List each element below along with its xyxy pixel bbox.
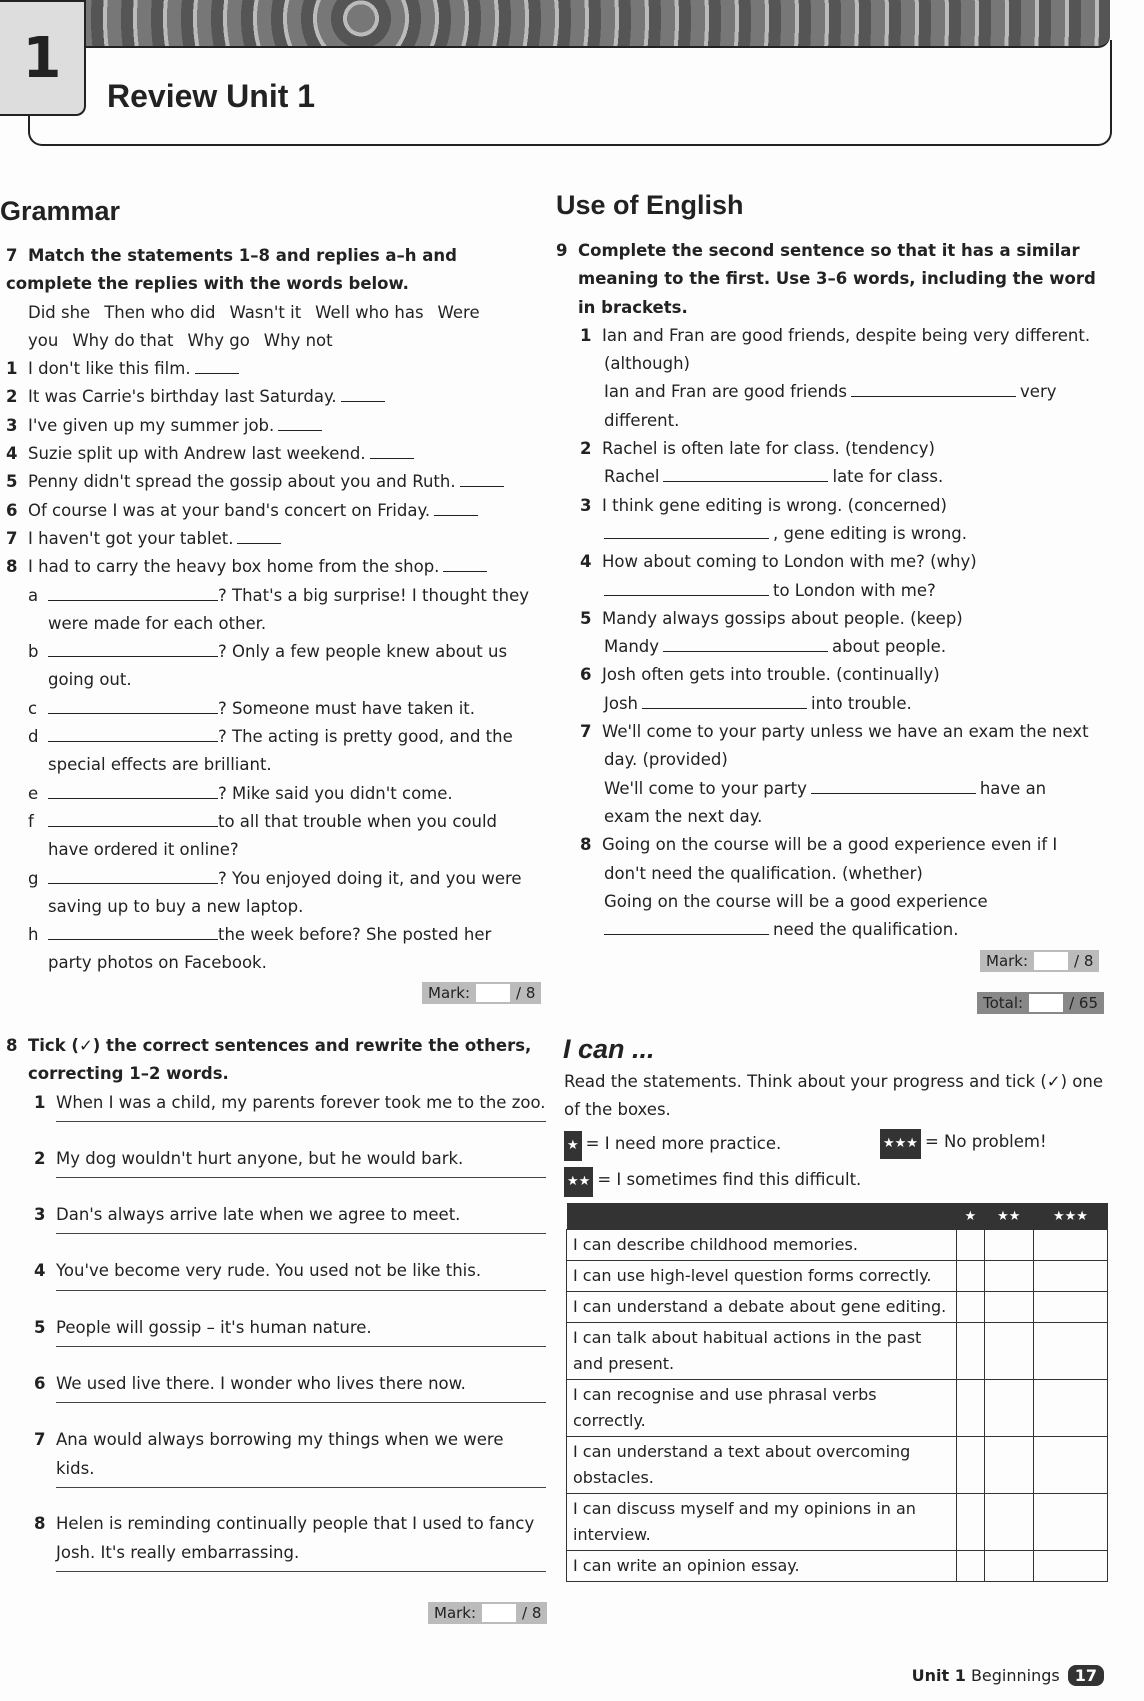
item-number: 6 xyxy=(34,1374,46,1394)
tick-box-three-star[interactable] xyxy=(1033,1437,1107,1494)
transformation-item xyxy=(556,718,1096,831)
tick-box-one-star[interactable] xyxy=(957,1230,985,1261)
item-number: 6 xyxy=(6,500,18,520)
tick-box-one-star[interactable] xyxy=(957,1292,985,1323)
answer-blank[interactable] xyxy=(642,694,807,709)
reply-letter: a xyxy=(28,585,39,605)
total-input[interactable] xyxy=(1029,994,1063,1012)
tick-box-one-star[interactable] xyxy=(957,1261,985,1292)
rewrite-item xyxy=(6,1145,546,1201)
reply-letter: c xyxy=(28,698,38,718)
item-number: 2 xyxy=(580,439,592,459)
word-bank-item: Did she xyxy=(28,302,91,322)
reply-letter: g xyxy=(28,868,39,888)
i-can-row xyxy=(567,1261,1108,1292)
mark-total: / 8 xyxy=(516,984,536,1002)
mark-input[interactable] xyxy=(476,984,510,1002)
tick-box-one-star[interactable] xyxy=(957,1323,985,1380)
reply-text: ? Mike said you didn't come. xyxy=(218,783,453,803)
statement-text: Of course I was at your band's concert on Friday. xyxy=(28,500,431,520)
statement-item xyxy=(6,525,536,553)
sentence-end: need the qualification. xyxy=(773,920,959,940)
statement-text: Suzie split up with Andrew last weekend. xyxy=(28,444,366,464)
tick-box-three-star[interactable] xyxy=(1033,1494,1107,1551)
statement-item xyxy=(6,383,536,411)
word-bank-item: Then who did xyxy=(104,302,216,322)
item-number: 2 xyxy=(34,1148,46,1168)
col-one-star: ★ xyxy=(957,1203,985,1230)
mark-label: Mark: xyxy=(428,984,471,1002)
word-bank-item: Wasn't it xyxy=(229,302,302,322)
second-sentence xyxy=(604,888,1096,945)
unit-number-tab: 1 xyxy=(0,0,86,116)
tick-box-two-star[interactable] xyxy=(984,1380,1033,1437)
answer-blank[interactable] xyxy=(851,382,1016,397)
sentence-text: Dan's always arrive late when we agree to meet. xyxy=(56,1205,461,1225)
reply-blank[interactable] xyxy=(48,784,218,799)
use-of-english-heading: Use of English xyxy=(556,190,744,220)
i-can-statement: I can discuss myself and my opinions in an interview. xyxy=(567,1494,957,1551)
answer-blank[interactable] xyxy=(663,637,828,652)
word-bank-item: Why go xyxy=(187,330,250,350)
item-number: 4 xyxy=(580,552,592,572)
answer-blank[interactable] xyxy=(341,387,385,402)
second-sentence xyxy=(604,378,1096,435)
i-can-statement: I can use high-level question forms correctly. xyxy=(567,1261,957,1292)
sentence-text: We used live there. I wonder who lives there now. xyxy=(56,1374,466,1394)
reply-item xyxy=(6,582,536,639)
tick-box-three-star[interactable] xyxy=(1033,1323,1107,1380)
instruction-text: Match the statements 1–8 and replies a–h and complete the replies with the words below. xyxy=(6,246,457,294)
sentence-text: My dog wouldn't hurt anyone, but he would bark. xyxy=(56,1148,464,1168)
first-sentence: Ian and Fran are good friends, despite being very different. (although) xyxy=(602,325,1091,374)
reply-item xyxy=(6,638,536,695)
second-sentence xyxy=(604,690,1096,718)
item-number: 6 xyxy=(580,665,592,685)
reply-item xyxy=(6,808,536,865)
i-can-statement: I can understand a debate about gene editing. xyxy=(567,1292,957,1323)
reply-text: ? Someone must have taken it. xyxy=(218,698,476,718)
reply-item xyxy=(6,865,536,922)
total-mark xyxy=(977,992,1104,1014)
answer-blank[interactable] xyxy=(811,779,976,794)
i-can-statement: I can write an opinion essay. xyxy=(567,1551,957,1582)
reply-text: ? That's a big surprise! I thought they were made for each other. xyxy=(48,585,529,633)
rewrite-item xyxy=(6,1314,546,1370)
rewrite-item xyxy=(6,1426,546,1510)
tick-box-three-star[interactable] xyxy=(1033,1292,1107,1323)
i-can-instruction: Read the statements. Think about your progress and tick (✓) one of the boxes. xyxy=(564,1072,1103,1120)
tick-box-one-star[interactable] xyxy=(957,1494,985,1551)
reply-blank[interactable] xyxy=(48,586,218,601)
transformation-item xyxy=(556,605,1096,662)
page-number: 17 xyxy=(1068,1665,1104,1686)
second-sentence xyxy=(604,463,1096,491)
i-can-row xyxy=(567,1230,1108,1261)
item-number: 3 xyxy=(580,495,592,515)
exercise-9 xyxy=(556,237,1096,944)
mark-label: Mark: xyxy=(986,952,1029,970)
statement-text: Penny didn't spread the gossip about you and Ruth. xyxy=(28,472,456,492)
statement-text: I don't like this film. xyxy=(28,359,191,379)
sentence-start: Going on the course will be a good experience xyxy=(604,891,988,911)
answer-blank[interactable] xyxy=(278,416,322,431)
reply-blank[interactable] xyxy=(48,812,218,827)
statement-text: I've given up my summer job. xyxy=(28,415,275,435)
item-number: 4 xyxy=(6,444,18,464)
instruction-text: Tick (✓) the correct sentences and rewrite the others, correcting 1–2 words. xyxy=(28,1036,532,1084)
reply-letter: h xyxy=(28,925,39,945)
statement-col xyxy=(567,1203,957,1230)
reply-letter: e xyxy=(28,783,39,803)
i-can-row xyxy=(567,1494,1108,1551)
item-number: 1 xyxy=(34,1092,46,1112)
sentence-end: about people. xyxy=(832,637,947,657)
sentence-text: Ana would always borrowing my things when we were kids. xyxy=(56,1430,504,1478)
reply-text: ? The acting is pretty good, and the special effects are brilliant. xyxy=(48,727,513,775)
answer-blank[interactable] xyxy=(460,472,504,487)
item-number: 7 xyxy=(580,722,592,742)
reply-text: ? You enjoyed doing it, and you were saving up to buy a new laptop. xyxy=(48,868,522,916)
reply-item xyxy=(6,723,536,780)
reply-text: the week before? She posted her party photos on Facebook. xyxy=(48,925,492,973)
statement-text: It was Carrie's birthday last Saturday. xyxy=(28,387,337,407)
word-bank-item: Were you xyxy=(28,302,480,350)
reply-item xyxy=(6,780,536,808)
first-sentence: We'll come to your party unless we have an exam the next day. (provided) xyxy=(602,722,1089,770)
mark-label: Mark: xyxy=(434,1604,477,1622)
mark-input[interactable] xyxy=(482,1604,516,1622)
ex9-mark xyxy=(980,950,1099,972)
reply-blank[interactable] xyxy=(48,727,218,742)
transformation-item xyxy=(556,661,1096,718)
legend-2 xyxy=(564,1166,861,1197)
ex7-instruction xyxy=(6,242,536,299)
first-sentence: Rachel is often late for class. (tendency) xyxy=(602,439,935,459)
answer-blank[interactable] xyxy=(663,467,828,482)
i-can-row xyxy=(567,1292,1108,1323)
reply-letter: f xyxy=(28,811,34,831)
sentence-start: We'll come to your party xyxy=(604,778,807,798)
item-number: 5 xyxy=(580,608,592,628)
rewrite-item xyxy=(6,1089,546,1145)
transformation-item xyxy=(556,435,1096,492)
tick-box-two-star[interactable] xyxy=(984,1323,1033,1380)
sentence-end: to London with me? xyxy=(773,580,936,600)
first-sentence: How about coming to London with me? (why) xyxy=(602,552,977,572)
three-star-icon: ★★★ xyxy=(880,1129,921,1159)
item-number: 1 xyxy=(580,325,592,345)
mark-total: / 8 xyxy=(1074,952,1094,970)
sentence-text: When I was a child, my parents forever took me to the zoo. xyxy=(56,1092,546,1112)
sentence-text: People will gossip – it's human nature. xyxy=(56,1317,372,1337)
reply-item xyxy=(6,921,536,978)
tick-box-three-star[interactable] xyxy=(1033,1230,1107,1261)
item-number: 3 xyxy=(6,415,18,435)
total-value: / 65 xyxy=(1069,994,1099,1012)
item-number: 8 xyxy=(580,835,592,855)
statement-item xyxy=(6,440,536,468)
answer-blank[interactable] xyxy=(370,444,414,459)
answer-blank[interactable] xyxy=(604,920,769,935)
word-bank-item: Well who has xyxy=(315,302,424,322)
answer-blank[interactable] xyxy=(195,359,239,374)
i-can-statement: I can recognise and use phrasal verbs correctly. xyxy=(567,1380,957,1437)
exercise-number: 9 xyxy=(556,241,568,260)
answer-blank[interactable] xyxy=(443,557,487,572)
tick-box-two-star[interactable] xyxy=(984,1437,1033,1494)
tick-box-two-star[interactable] xyxy=(984,1261,1033,1292)
footer-section: Beginnings xyxy=(970,1666,1060,1685)
statement-item xyxy=(6,468,536,496)
tick-box-three-star[interactable] xyxy=(1033,1261,1107,1292)
rewrite-line[interactable] xyxy=(56,1487,546,1488)
item-number: 1 xyxy=(6,359,18,379)
reply-letter: d xyxy=(28,727,39,747)
word-bank xyxy=(6,299,536,356)
rewrite-line[interactable] xyxy=(56,1346,546,1347)
rewrite-line[interactable] xyxy=(56,1571,546,1572)
transformation-item xyxy=(556,548,1096,605)
i-can-row xyxy=(567,1437,1108,1494)
second-sentence xyxy=(604,775,1096,832)
two-star-icon: ★★ xyxy=(564,1167,593,1197)
exercise-7 xyxy=(6,242,536,978)
footer-unit: Unit 1 xyxy=(911,1666,966,1685)
reply-item xyxy=(6,695,536,723)
one-star-icon: ★ xyxy=(564,1131,582,1161)
transformation-item xyxy=(556,492,1096,549)
total-label: Total: xyxy=(983,994,1024,1012)
legend-text: = I need more practice. xyxy=(585,1134,782,1153)
tick-box-two-star[interactable] xyxy=(984,1551,1033,1582)
exercise-8 xyxy=(6,1032,546,1594)
rewrite-item xyxy=(6,1370,546,1426)
statement-item xyxy=(6,355,536,383)
sentence-end: into trouble. xyxy=(811,693,912,713)
tick-box-two-star[interactable] xyxy=(984,1292,1033,1323)
ex8-mark xyxy=(428,1602,547,1624)
col-three-star: ★★★ xyxy=(1033,1203,1107,1230)
statement-item xyxy=(6,412,536,440)
sentence-text: Helen is reminding continually people that I used to fancy Josh. It's really embarrassing. xyxy=(56,1514,535,1562)
tick-box-three-star[interactable] xyxy=(1033,1551,1107,1582)
exercise-number: 7 xyxy=(6,246,18,265)
first-sentence: Mandy always gossips about people. (keep) xyxy=(602,608,963,628)
rewrite-item xyxy=(6,1201,546,1257)
i-can-row xyxy=(567,1323,1108,1380)
rewrite-line[interactable] xyxy=(56,1402,546,1403)
ex8-instruction xyxy=(6,1032,546,1089)
tick-box-one-star[interactable] xyxy=(957,1551,985,1582)
sentence-start: Mandy xyxy=(604,637,660,657)
page-footer xyxy=(912,1665,1104,1686)
rewrite-item xyxy=(6,1510,546,1594)
exercise-number: 8 xyxy=(6,1036,18,1055)
statement-text: I had to carry the heavy box home from the shop. xyxy=(28,557,440,577)
tick-box-one-star[interactable] xyxy=(957,1437,985,1494)
grammar-heading: Grammar xyxy=(0,196,121,226)
col-two-star: ★★ xyxy=(984,1203,1033,1230)
tick-box-two-star[interactable] xyxy=(984,1230,1033,1261)
sentence-end: late for class. xyxy=(832,467,944,487)
rewrite-item xyxy=(6,1257,546,1313)
answer-blank[interactable] xyxy=(604,524,769,539)
second-sentence xyxy=(604,577,1096,605)
reply-text: ? Only a few people knew about us going out. xyxy=(48,642,508,690)
first-sentence: Josh often gets into trouble. (continually) xyxy=(602,665,940,685)
legend-1 xyxy=(564,1130,781,1161)
tick-box-three-star[interactable] xyxy=(1033,1380,1107,1437)
sentence-end: very different. xyxy=(604,382,1057,430)
rewrite-line[interactable] xyxy=(56,1121,546,1122)
i-can-row xyxy=(567,1551,1108,1582)
word-bank-item: Why not xyxy=(263,330,333,350)
reply-blank[interactable] xyxy=(48,699,218,714)
item-number: 7 xyxy=(6,528,18,548)
item-number: 5 xyxy=(34,1317,46,1337)
item-number: 4 xyxy=(34,1261,46,1281)
rewrite-line[interactable] xyxy=(56,1177,546,1178)
rewrite-line[interactable] xyxy=(56,1290,546,1291)
legend-3 xyxy=(880,1128,1047,1159)
i-can-row xyxy=(567,1380,1108,1437)
word-bank-item: Why do that xyxy=(72,330,174,350)
sentence-start: Josh xyxy=(604,693,639,713)
transformation-item xyxy=(556,831,1096,944)
reply-blank[interactable] xyxy=(48,642,218,657)
legend-text: = I sometimes find this difficult. xyxy=(597,1170,862,1189)
first-sentence: I think gene editing is wrong. (concerned) xyxy=(602,495,947,515)
item-number: 7 xyxy=(34,1430,46,1450)
reply-blank[interactable] xyxy=(48,869,218,884)
i-can-statement: I can talk about habitual actions in the past and present. xyxy=(567,1323,957,1380)
answer-blank[interactable] xyxy=(434,501,478,516)
i-can-table xyxy=(566,1203,1108,1582)
item-number: 5 xyxy=(6,472,18,492)
ex7-mark xyxy=(422,982,541,1004)
instruction-text: Complete the second sentence so that it has a similar meaning to the first. Use 3–6 words, including the word in brackets. xyxy=(578,241,1096,317)
answer-blank[interactable] xyxy=(604,581,769,596)
rewrite-line[interactable] xyxy=(56,1233,546,1234)
i-can-statement: I can describe childhood memories. xyxy=(567,1230,957,1261)
reply-blank[interactable] xyxy=(48,925,218,940)
second-sentence xyxy=(604,520,1096,548)
item-number: 2 xyxy=(6,387,18,407)
mark-total: / 8 xyxy=(522,1604,542,1622)
sentence-start: Ian and Fran are good friends xyxy=(604,382,848,402)
legend-text: = No problem! xyxy=(924,1132,1047,1151)
sentence-text: You've become very rude. You used not be like this. xyxy=(56,1261,482,1281)
reply-text: to all that trouble when you could have ordered it online? xyxy=(48,811,498,860)
transformation-item xyxy=(556,322,1096,435)
tick-box-one-star[interactable] xyxy=(957,1380,985,1437)
sentence-start: Rachel xyxy=(604,467,660,487)
page-title: Review Unit 1 xyxy=(107,78,316,114)
ex9-instruction xyxy=(556,237,1096,322)
sentence-end: have an exam the next day. xyxy=(604,778,1047,826)
item-number: 8 xyxy=(6,557,18,577)
sentence-end: , gene editing is wrong. xyxy=(773,523,968,543)
tick-box-two-star[interactable] xyxy=(984,1494,1033,1551)
i-can-statement: I can understand a text about overcoming obstacles. xyxy=(567,1437,957,1494)
answer-blank[interactable] xyxy=(237,529,281,544)
first-sentence: Going on the course will be a good experience even if I don't need the qualification. (whether) xyxy=(602,835,1058,883)
reply-letter: b xyxy=(28,642,39,662)
item-number: 3 xyxy=(34,1205,46,1225)
second-sentence xyxy=(604,633,1096,661)
i-can-heading: I can ... xyxy=(563,1034,655,1064)
statement-item xyxy=(6,497,536,525)
statement-text: I haven't got your tablet. xyxy=(28,528,234,548)
statement-item xyxy=(6,553,536,581)
mark-input[interactable] xyxy=(1034,952,1068,970)
item-number: 8 xyxy=(34,1514,46,1534)
